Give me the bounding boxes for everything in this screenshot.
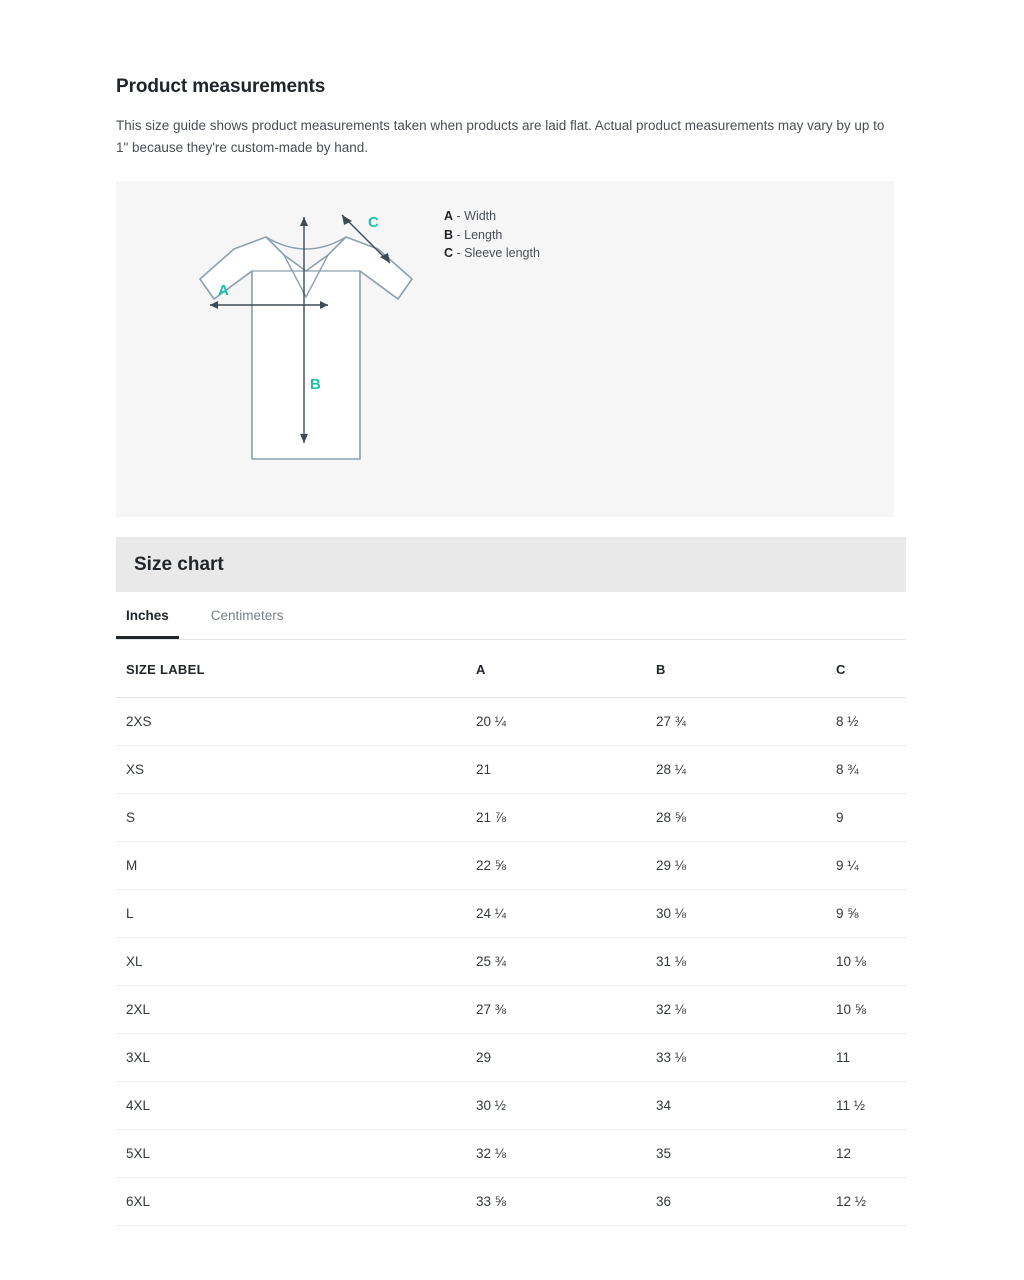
- cell-size: M: [116, 842, 466, 890]
- cell-c: 9: [826, 794, 906, 842]
- table-row: [116, 794, 906, 842]
- cell-b: 33 ⅛: [646, 1034, 826, 1082]
- cell-c: 9 ¼: [826, 842, 906, 890]
- cell-c: 9 ⅝: [826, 890, 906, 938]
- page-title: Product measurements: [116, 76, 326, 97]
- cell-c: 8 ½: [826, 698, 906, 746]
- cell-size: XL: [116, 938, 466, 986]
- cell-c: 12 ½: [826, 1178, 906, 1226]
- tab-centimeters[interactable]: Centimeters: [201, 592, 294, 639]
- column-header-c: C: [826, 640, 906, 698]
- unit-tabs: [116, 592, 906, 640]
- table-row: [116, 1178, 906, 1226]
- legend-key-b: B: [444, 227, 454, 242]
- table-row: [116, 698, 906, 746]
- cell-c: 8 ¾: [826, 746, 906, 794]
- cell-b: 28 ⅝: [646, 794, 826, 842]
- cell-a: 24 ¼: [466, 890, 646, 938]
- cell-c: 11: [826, 1034, 906, 1082]
- column-header-size-label: SIZE LABEL: [116, 640, 466, 698]
- cell-size: 3XL: [116, 1034, 466, 1082]
- legend-item-c: [444, 244, 540, 263]
- cell-a: 25 ¾: [466, 938, 646, 986]
- cell-b: 30 ⅛: [646, 890, 826, 938]
- table-row: [116, 1082, 906, 1130]
- cell-size: XS: [116, 746, 466, 794]
- column-header-b: B: [646, 640, 826, 698]
- tab-inches[interactable]: Inches: [116, 592, 179, 639]
- cell-a: 21 ⅞: [466, 794, 646, 842]
- legend-label-a: - Width: [456, 209, 497, 223]
- cell-c: 11 ½: [826, 1082, 906, 1130]
- cell-size: 2XS: [116, 698, 466, 746]
- table-header-row: [116, 640, 906, 698]
- cell-a: 27 ⅜: [466, 986, 646, 1034]
- table-row: [116, 986, 906, 1034]
- column-header-a: A: [466, 640, 646, 698]
- cell-b: 32 ⅛: [646, 986, 826, 1034]
- marker-a-label: A: [218, 282, 229, 299]
- cell-a: 29: [466, 1034, 646, 1082]
- cell-size: L: [116, 890, 466, 938]
- cell-size: 6XL: [116, 1178, 466, 1226]
- marker-b-label: B: [310, 376, 321, 393]
- cell-a: 22 ⅝: [466, 842, 646, 890]
- cell-c: 12: [826, 1130, 906, 1178]
- cell-b: 35: [646, 1130, 826, 1178]
- table-row: [116, 938, 906, 986]
- cell-size: 2XL: [116, 986, 466, 1034]
- legend-label-b: - Length: [456, 227, 503, 242]
- legend-item-b: [444, 226, 540, 245]
- cell-b: 27 ¾: [646, 698, 826, 746]
- legend-item-a: [444, 207, 540, 226]
- cell-b: 29 ⅛: [646, 842, 826, 890]
- size-chart-table: [116, 640, 906, 1226]
- table-row: [116, 890, 906, 938]
- measurement-diagram-panel: [116, 181, 894, 517]
- cell-b: 36: [646, 1178, 826, 1226]
- table-row: [116, 842, 906, 890]
- cell-a: 33 ⅝: [466, 1178, 646, 1226]
- cell-b: 34: [646, 1082, 826, 1130]
- table-row: [116, 1034, 906, 1082]
- marker-c-label: C: [368, 214, 379, 231]
- cell-b: 31 ⅛: [646, 938, 826, 986]
- size-chart-title: Size chart: [134, 553, 224, 575]
- size-chart-header: [116, 537, 906, 592]
- intro-text: This size guide shows product measurements taken when products are laid flat. Actual product measurements may vary by up to 1" because they're custom-made by hand.: [116, 118, 885, 155]
- cell-c: 10 ⅝: [826, 986, 906, 1034]
- cell-size: 5XL: [116, 1130, 466, 1178]
- legend-label-c: - Sleeve length: [456, 246, 540, 260]
- tshirt-diagram-icon: [156, 201, 456, 491]
- cell-size: 4XL: [116, 1082, 466, 1130]
- cell-b: 28 ¼: [646, 746, 826, 794]
- legend-key-c: C: [444, 246, 454, 260]
- cell-c: 10 ⅛: [826, 938, 906, 986]
- legend-key-a: A: [444, 209, 454, 223]
- table-row: [116, 746, 906, 794]
- cell-a: 30 ½: [466, 1082, 646, 1130]
- cell-a: 21: [466, 746, 646, 794]
- table-row: [116, 1130, 906, 1178]
- cell-a: 20 ¼: [466, 698, 646, 746]
- diagram-legend: [444, 207, 540, 263]
- cell-size: S: [116, 794, 466, 842]
- cell-a: 32 ⅛: [466, 1130, 646, 1178]
- content-column: [116, 0, 906, 1226]
